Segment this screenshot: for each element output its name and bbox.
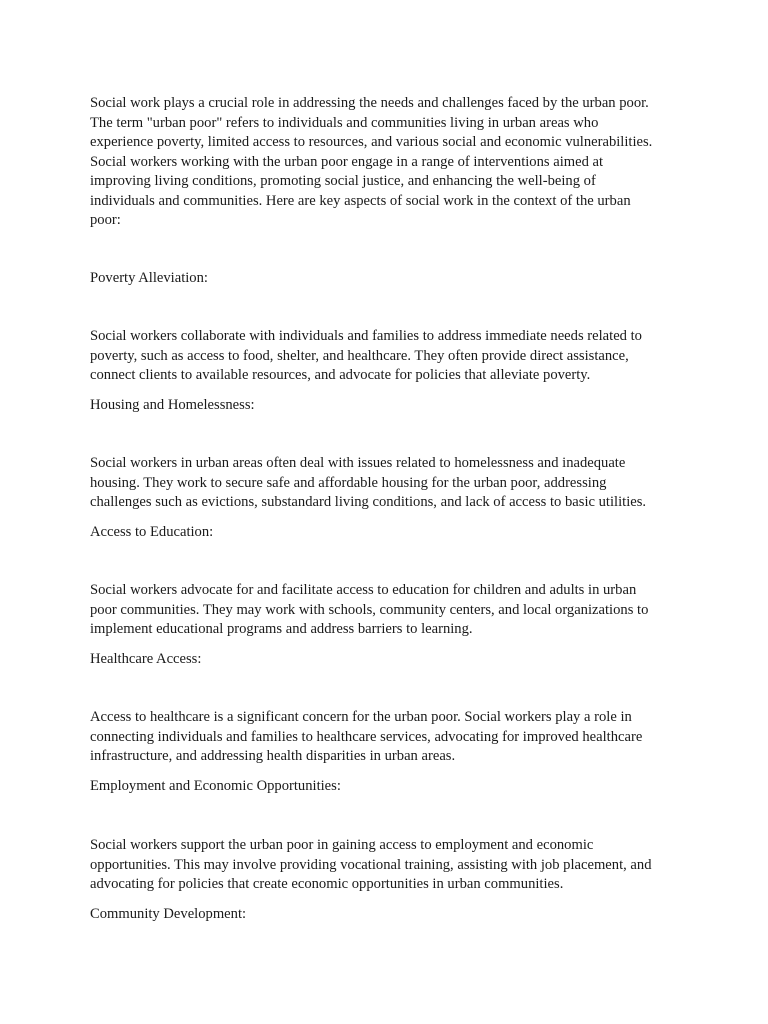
section-heading: Housing and Homelessness: bbox=[90, 397, 255, 413]
section-heading: Access to Education: bbox=[90, 524, 214, 540]
body-line: poor communities. They may work with schools, community centers, and local organizations to bbox=[90, 601, 649, 618]
body-line: infrastructure, and addressing health disparities in urban areas. bbox=[90, 748, 456, 764]
section-heading: Poverty Alleviation: bbox=[90, 270, 208, 286]
section-body bbox=[90, 454, 690, 513]
body-line: Social workers support the urban poor in gaining access to employment and economic bbox=[90, 837, 594, 853]
section-heading: Employment and Economic Opportunities: bbox=[90, 778, 341, 794]
section-body bbox=[90, 708, 690, 767]
body-line: connect clients to available resources, and advocate for policies that alleviate poverty. bbox=[90, 367, 591, 383]
intro-line: The term "urban poor" refers to individuals and communities living in urban areas who bbox=[90, 114, 599, 131]
section-heading: Community Development: bbox=[90, 906, 247, 922]
intro-line: improving living conditions, promoting social justice, and enhancing the well-being of bbox=[90, 173, 596, 189]
intro-line: experience poverty, limited access to resources, and various social and economic vulnerabilities. bbox=[90, 134, 653, 150]
body-line: advocating for policies that create economic opportunities in urban communities. bbox=[90, 876, 564, 892]
body-line: Social workers in urban areas often deal with issues related to homelessness and inadequate bbox=[90, 455, 626, 471]
body-line: poverty, such as access to food, shelter, and healthcare. They often provide direct assistance, bbox=[90, 347, 629, 364]
body-line: connecting individuals and families to healthcare services, advocating for improved healthcare bbox=[90, 728, 643, 745]
body-line: implement educational programs and address barriers to learning. bbox=[90, 621, 473, 637]
section-body bbox=[90, 836, 690, 895]
section-body bbox=[90, 327, 690, 386]
body-line: Social workers advocate for and facilitate access to education for children and adults in urban bbox=[90, 582, 637, 598]
intro-line: individuals and communities. Here are key aspects of social work in the context of the urban bbox=[90, 192, 631, 209]
intro-paragraph bbox=[90, 94, 690, 231]
intro-line: poor: bbox=[90, 212, 121, 228]
body-line: Access to healthcare is a significant concern for the urban poor. Social workers play a role in bbox=[90, 709, 632, 725]
body-line: housing. They work to secure safe and affordable housing for the urban poor, addressing bbox=[90, 474, 607, 491]
intro-line: Social work plays a crucial role in addressing the needs and challenges faced by the urban poor. bbox=[90, 95, 649, 111]
section-heading: Healthcare Access: bbox=[90, 651, 202, 667]
body-line: opportunities. This may involve providing vocational training, assisting with job placement, and bbox=[90, 856, 652, 873]
section-body bbox=[90, 581, 690, 640]
body-line: Social workers collaborate with individuals and families to address immediate needs related to bbox=[90, 328, 642, 344]
intro-line: Social workers working with the urban poor engage in a range of interventions aimed at bbox=[90, 153, 604, 170]
body-line: challenges such as evictions, substandard living conditions, and lack of access to basic utilities. bbox=[90, 494, 647, 510]
